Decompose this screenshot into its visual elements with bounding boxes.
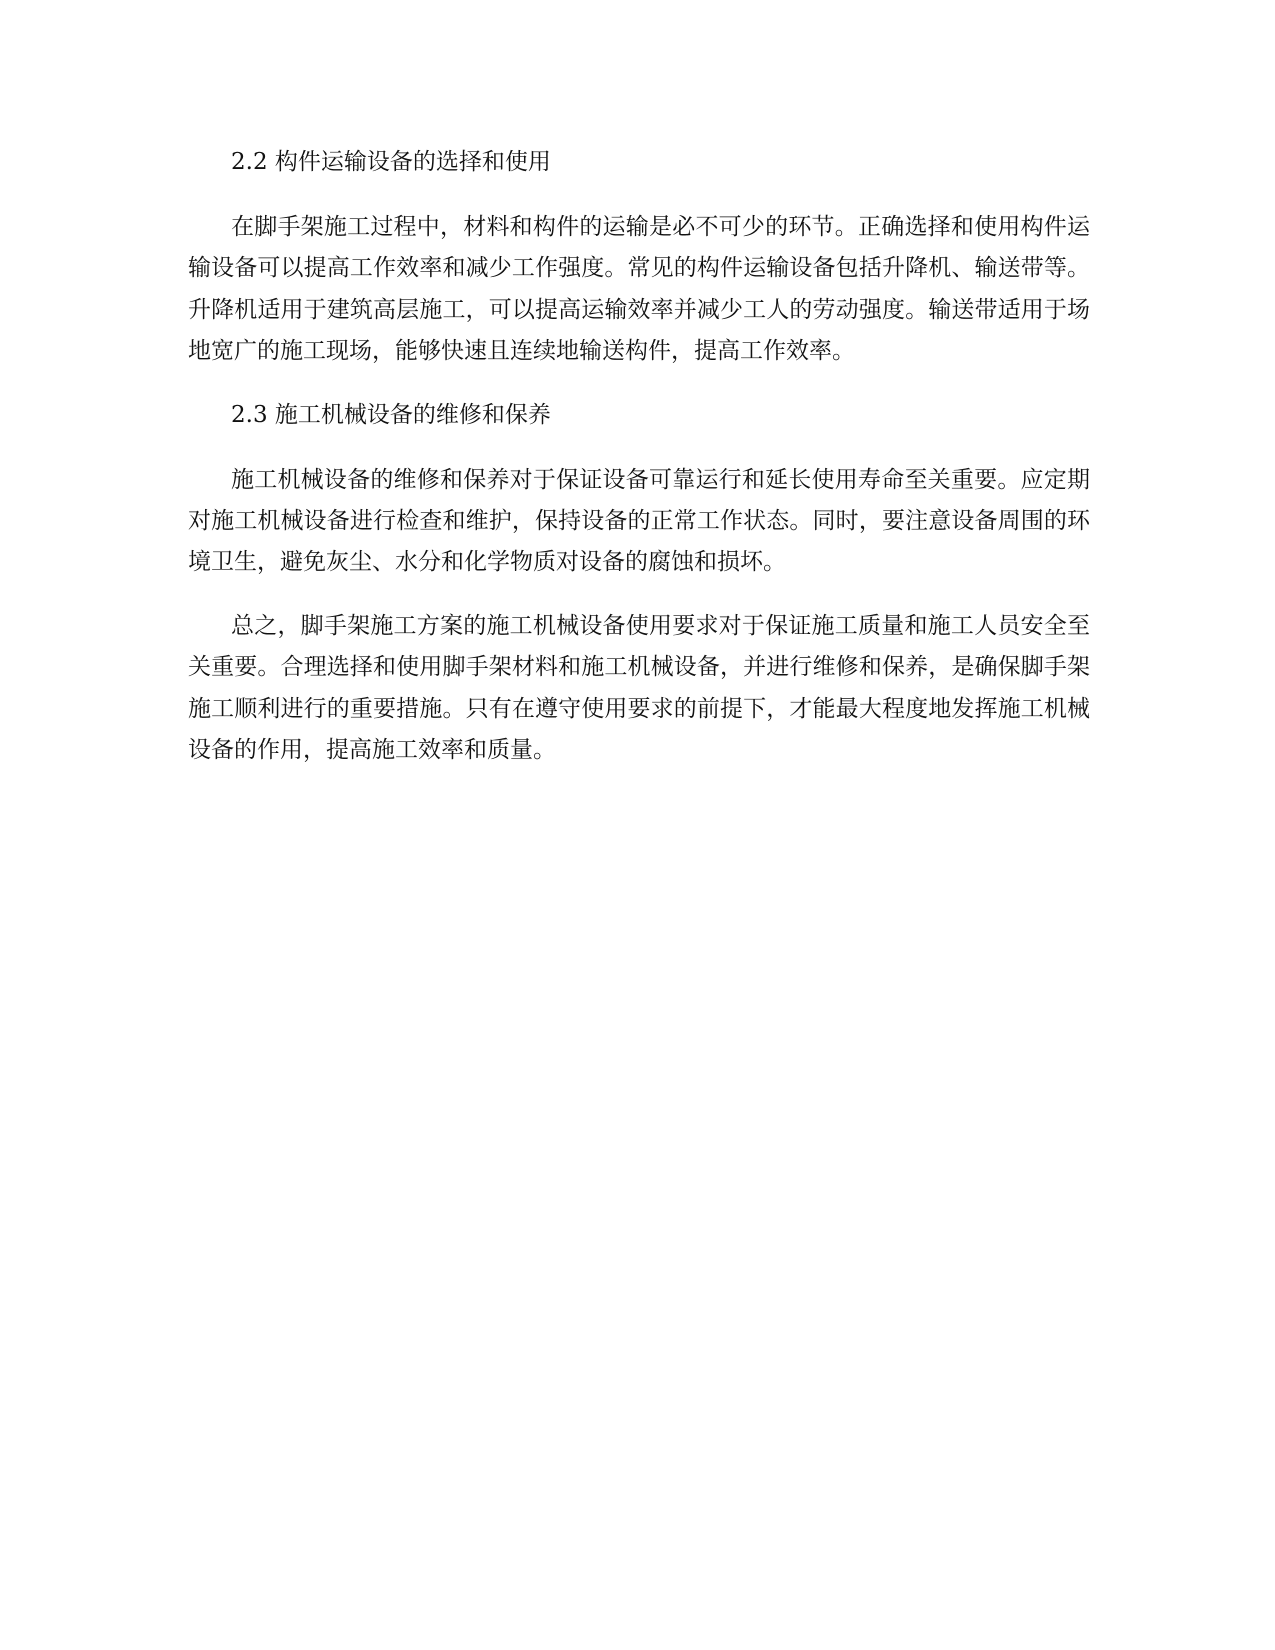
section-heading-2-2: 2.2 构件运输设备的选择和使用 <box>231 149 551 175</box>
paragraph-maintenance: 施工机械设备的维修和保养对于保证设备可靠运行和延长使用寿命至关重要。应定期对施工机械设备进行检查和维护，保持设备的正常工作状态。同时，要注意设备周围的环境卫生，避免灰尘、水分和化学物质对设备的腐蚀和损坏。 <box>188 466 1090 576</box>
paragraph-transport-equipment: 在脚手架施工过程中，材料和构件的运输是必不可少的环节。正确选择和使用构件运输设备可以提高工作效率和减少工作强度。常见的构件运输设备包括升降机、输送带等。升降机适用于建筑高层施工，可以提高运输效率并减少工人的劳动强度。输送带适用于场地宽广的施工现场，能够快速且连续地输送构件，提高工作效率。 <box>188 214 1090 365</box>
document-body <box>188 142 1090 793</box>
section-heading-2-3: 2.3 施工机械设备的维修和保养 <box>231 401 551 428</box>
paragraph-conclusion: 总之，脚手架施工方案的施工机械设备使用要求对于保证施工质量和施工人员安全至关重要。合理选择和使用脚手架材料和施工机械设备，并进行维修和保养，是确保脚手架施工顺利进行的重要措施。只有在遵守使用要求的前提下，才能最大程度地发挥施工机械设备的作用，提高施工效率和质量。 <box>188 612 1090 764</box>
